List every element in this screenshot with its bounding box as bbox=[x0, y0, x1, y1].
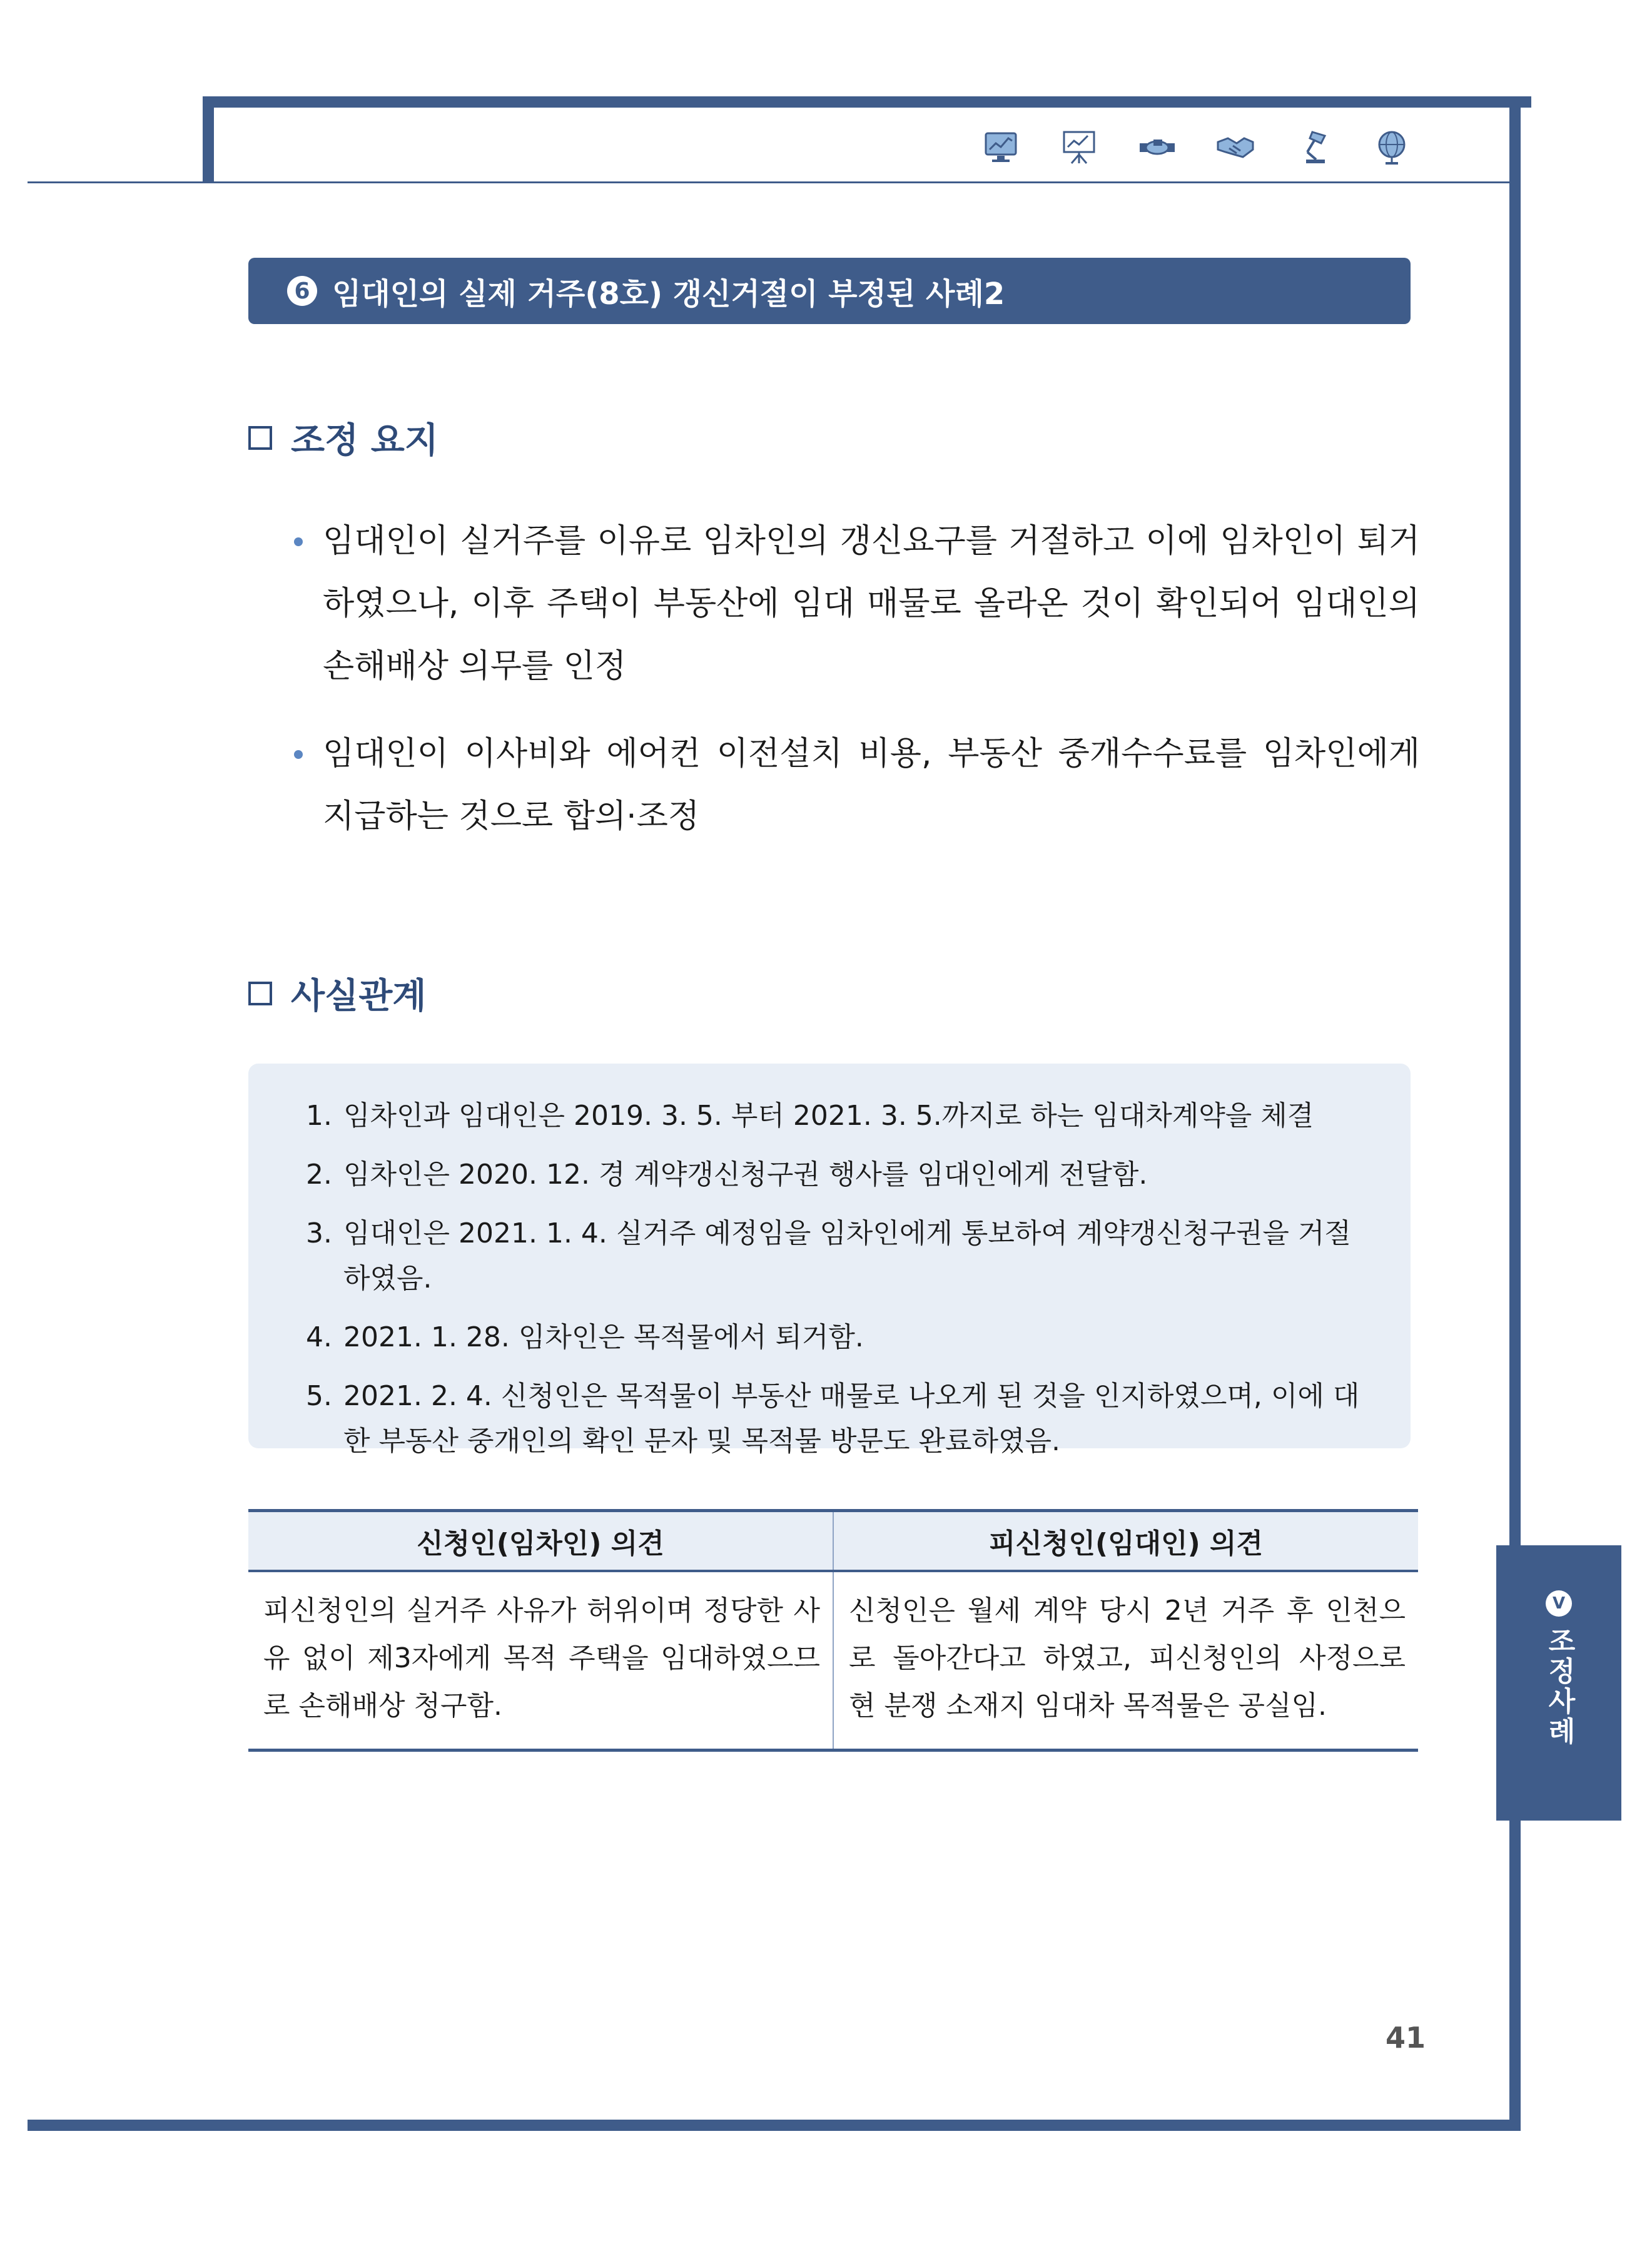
facts-box bbox=[248, 1064, 1411, 1457]
fact-text: 임차인은 2020. 12. 경 계약갱신청구권 행사를 임대인에게 전달함. bbox=[343, 1159, 1148, 1191]
checkbox-square-icon bbox=[248, 982, 272, 1005]
fact-item bbox=[306, 1315, 1369, 1360]
summary-bullet bbox=[294, 723, 1420, 848]
fact-item bbox=[306, 1374, 1369, 1464]
summary-bullet-text: 임대인이 이사비와 에어컨 이전설치 비용, 부동산 중개수수료를 임차인에게 지급하는 것으로 합의·조정 bbox=[323, 735, 1420, 835]
opinions-table bbox=[248, 1509, 1418, 1752]
fact-number: 5. bbox=[306, 1380, 332, 1412]
page-number: 41 bbox=[1386, 2021, 1426, 2055]
bullet-dot-icon bbox=[294, 537, 303, 546]
fact-number: 2. bbox=[306, 1159, 332, 1191]
case-number-badge: 6 bbox=[287, 276, 317, 306]
frame-left-bar bbox=[203, 96, 214, 183]
fact-item bbox=[306, 1211, 1369, 1301]
desk-lamp-icon bbox=[1292, 125, 1335, 169]
respondent-opinion-header: 피신청인(임대인) 의견 bbox=[833, 1511, 1418, 1572]
handshake-icon bbox=[1214, 125, 1257, 169]
fact-text: 임대인은 2021. 1. 4. 실거주 예정임을 임차인에게 통보하여 계약갱신청구권을 거절하였음. bbox=[343, 1217, 1351, 1294]
applicant-opinion-text: 피신청인의 실거주 사유가 허위이며 정당한 사유 없이 제3자에게 목적 주택을 임대하였으므로 손해배상 청구함. bbox=[248, 1571, 833, 1751]
fact-text: 2021. 2. 4. 신청인은 목적물이 부동산 매물로 나오게 된 것을 인지하였으며, 이에 대한 부동산 중개인의 확인 문자 및 목적물 방문도 완료하였음. bbox=[343, 1380, 1360, 1457]
header-icon-row bbox=[979, 125, 1417, 169]
facts-heading bbox=[248, 968, 426, 1019]
header-rule bbox=[28, 181, 1510, 183]
case-title: 임대인의 실제 거주(8호) 갱신거절이 부정된 사례2 bbox=[332, 276, 1005, 312]
fact-number: 4. bbox=[306, 1321, 332, 1353]
frame-right-bar bbox=[1509, 96, 1521, 2131]
applicant-opinion-header: 신청인(임차인) 의견 bbox=[248, 1511, 833, 1572]
fact-item bbox=[306, 1094, 1369, 1139]
monitor-chart-icon bbox=[979, 125, 1023, 169]
opinions-body-row bbox=[248, 1571, 1418, 1751]
facts-heading-text: 사실관계 bbox=[291, 976, 427, 1017]
frame-bottom-bar bbox=[28, 2120, 1521, 2131]
fact-item bbox=[306, 1152, 1369, 1197]
summary-bullet bbox=[294, 510, 1420, 698]
facts-list bbox=[306, 1094, 1369, 1478]
summary-bullet-text: 임대인이 실거주를 이유로 임차인의 갱신요구를 거절하고 이에 임차인이 퇴거하였으나, 이후 주택이 부동산에 임대 매물로 올라온 것이 확인되어 임대인의 손해배상 의무를 인정 bbox=[323, 522, 1420, 685]
bullet-dot-icon bbox=[294, 750, 303, 759]
summary-bullet-list bbox=[294, 510, 1420, 873]
chapter-number-badge: V bbox=[1546, 1590, 1572, 1617]
summary-heading bbox=[248, 413, 438, 463]
frame-top-bar bbox=[203, 96, 1531, 108]
fact-text: 2021. 1. 28. 임차인은 목적물에서 퇴거함. bbox=[343, 1321, 864, 1353]
respondent-opinion-text: 신청인은 월세 계약 당시 2년 거주 후 인천으로 돌아간다고 하였고, 피신청인의 사정으로 현 분쟁 소재지 임대차 목적물은 공실임. bbox=[833, 1571, 1418, 1751]
chapter-label: 조정사례 bbox=[1543, 1627, 1575, 1747]
globe-icon bbox=[1370, 125, 1414, 169]
handshake-flag-icon bbox=[1135, 125, 1179, 169]
checkbox-square-icon bbox=[248, 426, 272, 450]
opinions-header-row bbox=[248, 1511, 1418, 1572]
case-title-bar bbox=[248, 258, 1411, 324]
summary-heading-text: 조정 요지 bbox=[291, 420, 438, 461]
chapter-side-tab bbox=[1496, 1545, 1621, 1821]
presentation-board-icon bbox=[1057, 125, 1101, 169]
fact-number: 3. bbox=[306, 1217, 332, 1249]
fact-number: 1. bbox=[306, 1100, 332, 1132]
fact-text: 임차인과 임대인은 2019. 3. 5. 부터 2021. 3. 5.까지로 하는 임대차계약을 체결 bbox=[343, 1100, 1314, 1132]
